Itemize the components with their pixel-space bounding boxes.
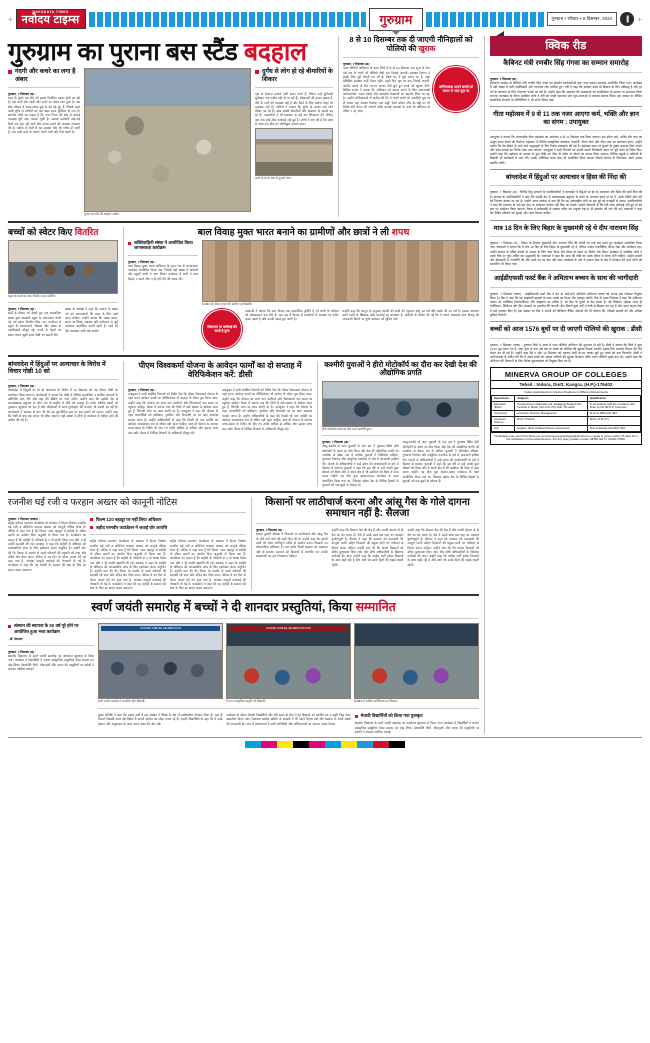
bottom-right-byline: गुरुग्राम, 7 दिसम्बर (अ) : [256,528,285,533]
rr-body-1: गुरुग्राम, 7 दिसम्बर (अ) : विभिन्न हिंदू संगठनों के पदाधिकारियों ने बांग्लादेश में हिंदुओं पर हो रहे अत्याचार और हिंसा की कड़ी निंदा की है। संगठन के पदाधिकारियों ने कहा कि पड़ोसी देश में अल्पसंख्यक समुदाय के लोगों पर लगातार हमले हो रहे हैं, उनके मंदिरों और घरों को निशाना बनाया जा रहा है। उन्होंने भारत सरकार से मांग की कि वह अंतरराष्ट्रीय मंचों पर इस मुद्दे को मजबूती से उठाए। पदाधिकारियों ने कहा कि मानवता के नाते इस तरह के अत्याचार बर्दाश्त नहीं किए जा सकते। उन्होंने चेतावनी दी कि यदि जल्द कार्रवाई नहीं हुई तो बड़े स्तर पर आंदोलन किया जाएगा। बैठक में सर्वसम्मति से प्रस्ताव पारित कर संयुक्त राष्ट्र से भी हस्तक्षेप की मांग की गई। वक्ताओं ने कहा कि पीड़ित परिवारों को सुरक्षा और न्याय मिलना चाहिए। [490,190,642,216]
ad-cell-subjects-0: Perspectives in Education-02; Pedagogy Subjects-06; Lecturer in Music, Fine Arts, Phy. Edu. (01 each) [515,401,587,410]
divider-after-bottom-row [8,594,479,596]
lead-headline [8,40,333,65]
lead-photo-secondary [255,128,333,176]
gj-caption-0: स्वर्ण जयंती समारोह में सम्मानित होते विद्यार्थी। [98,699,146,704]
child-marriage-story [123,227,479,351]
edition-badge [369,8,422,31]
cm-bullet: शक्तिवाहिनी संस्था ने आयोजित किया जागरूकता कार्यक्रम [128,240,198,251]
divider-after-lead [8,221,479,223]
sweater-body-b: संस्था के अध्यक्ष ने कहा कि समाज के सक्षम वर्ग को जरूरतमंदों की मदद के लिए आगे आना चाहिए। उन्होंने बताया कि संस्था समय-समय पर शिक्षा, स्वास्थ्य और पर्यावरण से जुड़े कार्यक्रम आयोजित करती रहती है। आगे भी ऐसे कार्यक्रम जारी रखे जाएंगे। [65,307,118,333]
gj-headline [8,600,479,614]
decorative-bar-right [426,12,544,27]
mid-story-1-headline: पीएम विश्वकर्मा योजना के आवेदन फार्मों का दो सप्ताह में वेरिफिकेशन करें: डीसी [138,360,302,379]
gj-bullets-2 [355,713,479,718]
ad-cell-qualification-3: Post Graduate with NET/ SET [587,425,640,431]
table-row [492,416,641,425]
gj-left-col [8,623,94,734]
mid-story-2-body-cont: जम्मू-कश्मीर से आए युवाओं के एक दल ने गुरुग्राम स्थित हीरो मोटोकॉर्प के संयंत्र का दौरा किया और देश की औद्योगिक प्रगति को नजदीक से देखा। दल में शामिल युवाओं ने विनिर्माण प्रक्रिया, गुणवत्ता नियंत्रण और आधुनिक तकनीक के बारे में जानकारी हासिल की। कंपनी के अधिकारियों ने उन्हें संयंत्र की कार्यप्रणाली के बारे में विस्तार से बताया। युवाओं ने कहा कि इस दौरे से उन्हें काफी कुछ सीखने को मिला और वे अपने क्षेत्र में भी उद्यमिता की दिशा में काम करना चाहेंगे। यह दौरा युवा आदान-प्रदान कार्यक्रम के तहत आयोजित किया गया था, जिसका उद्देश्य देश के विभिन्न हिस्सों के युवाओं को एक-दूसरे से जोड़ना है। [402,440,480,483]
logo-english-text: NAVODAYA TIMES [32,10,69,15]
divider-rr-4 [490,321,642,322]
gj-body-c: कार्यक्रम के दौरान मेधावी विद्यार्थियों और लंबे समय से सेवा दे रहे शिक्षकों को प्रशस्ति पत्र व स्मृति चिह्न देकर सम्मानित किया गया। विद्यालय प्रबंधन समिति के सदस्यों ने भी अपने विचार रखे और संस्थान के भावी लक्ष्यों की जानकारी दी। अंत में प्रधानाचार्य ने सभी अतिथियों और अभिभावकों का आभार व्यक्त किया। [226,713,351,726]
crop-mark-left: + [8,14,13,24]
gj-photo-0 [98,623,223,699]
logo-hindi-text: नवोदय टाइम्स [21,13,80,26]
polio-story [338,36,479,217]
lead-photo-caption: पुराना बस स्टैंड की बदहाल तस्वीर। [84,212,120,216]
table-row [492,425,641,431]
page-mark-icon [620,12,634,26]
ad-subtitle: Tehsil : Indora, Distt. Kangra, (H.P.)-176402 [491,380,641,389]
ad-col-qualification: Qualification [587,395,640,401]
lead-headline-plain: गुरुग्राम का पुराना बस स्टैंड [8,38,244,66]
bottom-right-story [251,497,479,590]
gj-bullet-0: संस्थान की स्थापना के 50 वर्ष पूरे होने पर आयोजित हुआ भव्य कार्यक्रम [8,623,94,634]
lead-right-col [255,68,333,217]
ad-title: MINERVA GROUP OF COLLEGES [504,369,628,379]
sweater-photo [8,240,118,294]
gj-photo-2 [354,623,479,699]
cm-photo [202,240,479,302]
ad-cell-qualification-2: MCA / M.Sc (IT) [587,416,640,425]
bottom-left-body-c: शहीद परिवार कल्याण फाउंडेशन के संरक्षक ने फिल्म निर्माता रजनीश घई रजी व अभिनेता फरहान अख्तर को कानूनी नोटिस भेजा है। नोटिस में कहा गया है कि फिल्म '120 बहादुर' में शहीदों के जीवन प्रसंगों का उपयोग बिना अनुमति के किया गया है। फाउंडेशन का कहना है कि शहीदों के परिवारों से न तो संपर्क किया गया और न ही उनकी सहमति ली गई। संरक्षक ने कहा कि शहीदों के बलिदान को व्यावसायिक लाभ के लिए इस्तेमाल करना अनुचित है। उन्होंने मांग की कि फिल्म के प्रदर्शन से पहले परिवारों की सहमति ली जाए और उचित श्रेय दिया जाए। नोटिस में 15 दिन के भीतर जवाब देने को कहा गया है, अन्यथा कानूनी कार्रवाई की चेतावनी दी गई है। फाउंडेशन ने कहा कि वह शहीदों के सम्मान की रक्षा के लिए हर संभव कदम उठाएगा। [170,539,246,591]
gj-headline-red: सम्मानित [355,600,396,615]
cm-bullet-list [128,240,198,251]
bottom-right-body-b: उन्होंने कहा कि किसान देश की रीढ़ हैं और उनकी मेहनत से ही देश का पेट भरता है। ऐसे में उनके साथ इस तरह का व्यवहार दुर्भाग्यपूर्ण है। सैलजा ने कहा कि सरकार को एमएसपी की कानूनी गारंटी सहित किसानों की प्रमुख मांगों पर गंभीरता से विचार करना चाहिए। उन्होंने मांग की कि घायल किसानों को उचित मुआवजा दिया जाए और दोषी अधिकारियों के खिलाफ कार्रवाई की जाए। उन्होंने कहा कि कांग्रेस पार्टी हमेशा किसानों के साथ खड़ी रही है और आगे भी उनके हितों की लड़ाई लड़ती रहेगी। [331,528,404,567]
mid-story-0-body: बांग्लादेश में हिंदुओं पर हो रहे अत्याचार के विरोध में 10 दिसम्बर को एक विचार गोष्ठी का आयोजन किया जाएगा। आयोजकों ने बताया कि गोष्ठी में विभिन्न सामाजिक व धार्मिक संगठनों के प्रतिनिधि भाग लेंगे और वहां की स्थिति पर चर्चा करेंगे। उन्होंने कहा कि पड़ोसी देश में अल्पसंख्यक समुदाय के लोग भय के माहौल में जीने को मजबूर हैं। उनके धार्मिक स्थलों को नुकसान पहुंचाया जा रहा है और महिलाओं के साथ दुर्व्यवहार की घटनाएं भी सामने आ रही हैं। आयोजकों ने सरकार से मांग की कि वह कूटनीतिक स्तर पर इस मामले को उठाए। उन्होंने कहा कि गोष्ठी के बाद एक ज्ञापन भी सौंपा जाएगा। बड़ी संख्या में लोगों से कार्यक्रम में शामिल होने की अपील की गई है। [8,388,118,423]
bottom-left-headline: रजनीश घई रजी व फरहान अख्तर को कानूनी नोटिस [8,497,178,508]
mid-story-0-headline: बांग्लादेश में हिंदुओं पर अत्याचार के विरोध में विचार गोष्ठी 10 को [8,360,106,376]
gj-body-b: मुख्य अतिथि ने कहा कि पचास वर्षों में इस संस्थान ने शिक्षा के क्षेत्र में उल्लेखनीय योगदान दिया है। यहां से निकले विद्यार्थी आज देश-विदेश में अपनी प्रतिभा का लोहा मनवा रहे हैं। उन्होंने विद्यार्थियों से कहा कि वे कड़ी मेहनत और अनुशासन के साथ अपने लक्ष्य की ओर बढ़ें। [98,713,223,726]
quick-read-body: हरियाणा सरकार के कैबिनेट मंत्री रणबीर सिंह गंगवा का स्थानीय कार्यकर्ताओं द्वारा भव्य सम्मान समारोह आयोजित किया गया। कार्यक्रम में बड़ी संख्या में पार्टी पदाधिकारी और गणमान्य लोग शामिल हुए। मंत्री ने कहा कि सरकार प्रदेश के विकास के लिए प्रतिबद्ध है और हर वर्ग के कल्याण के लिए योजनाएं चलाई जा रही हैं। उन्होंने कहा कि आमजन की समस्याओं का प्राथमिकता के आधार पर समाधान किया जाएगा। कार्यक्रम के दौरान उपस्थित लोगों ने मंत्री को पगड़ी पहनाकर और फूल-मालाओं से लादकर स्वागत किया। इस अवसर पर विभिन्न सामाजिक संगठनों के प्रतिनिधियों ने भी अपने विचार रखे। [490,81,642,103]
divider-rr-0 [490,106,642,107]
lead-bullet-list-left [8,68,80,83]
divider-after-second-row [8,355,479,357]
lead-bullet-list-right [255,68,333,83]
rr-headline-0: गीता महोत्सव में 9 से 11 तक नजर आएगा कर्म, भक्ति और ज्ञान का संगम : उपायुक्त [493,111,639,126]
rr-headline-1: बांग्लादेश में हिंदुओं पर अत्याचार व हिंसा की निंदा की [505,173,627,181]
lead-row [8,36,479,217]
ad-cell-qualification-0: In accordance with the conditions laid down by NCTE/ H.P. University [587,401,640,410]
mid-story-1-byline: गुरुग्राम, 7 दिसम्बर (अ) : [128,388,157,393]
decorative-bar-left [89,12,367,27]
publication-logo [16,9,86,28]
gj-caption-2: कार्यक्रम में शामिल अतिथिगण एवं शिक्षक। [354,699,398,704]
ad-cell-department-1: Commerce [492,410,515,416]
divider-rr-2 [490,220,642,221]
dateline: गुरुग्राम • रविवार • 8 दिसम्बर, 2024 [547,12,618,26]
ad-cell-subjects-3: English, Hindi, Political Science, Economics [515,425,587,431]
sweater-story [8,227,118,351]
bottom-left-bullets [90,517,246,531]
polio-byline: गुरुग्राम, 7 दिसम्बर (अ) : [343,62,372,67]
gj-quote-attrib: - डॉ. देशपाल [8,636,23,641]
polio-headline-red: खुराक [418,43,436,53]
polio-stamp-text: अभिभावक अपने बच्चों को जरूर ले जाएं बूथ पर [438,84,474,94]
rr-headline-4: बच्चों को आज 1576 बूथों पर दी जाएगी पोलियो की खुराक : डीसी [490,326,642,334]
ad-cell-subjects-2: BCA / PGDCA [515,416,587,425]
divider-after-mid-row [8,491,479,493]
mid-story-0 [8,361,118,487]
ad-cell-department-2: Computer Science [492,416,515,425]
ad-cell-subjects-1: Accounts, Finance, Management [515,410,587,416]
quick-read-banner: क्विक रीड [490,36,642,56]
mid-story-1-body: उपायुक्त ने सभी संबंधित विभागों को निर्देश दिए कि पीएम विश्वकर्मा योजना के तहत प्राप्त आवेदन फार्मों का वेरिफिकेशन दो सप्ताह के भीतर पूरा किया जाए। उन्होंने कहा कि योजना का लाभ पात्र कारीगरों और शिल्पकारों तक समय पर पहुंचना चाहिए। बैठक में बताया गया कि जिले में बड़ी संख्या में आवेदन प्राप्त हुए हैं, जिनकी जांच का काम प्रगति पर है। उपायुक्त ने कहा कि योजना के तहत लाभार्थियों को प्रशिक्षण, टूलकिट और रियायती दर पर ऋण उपलब्ध कराया जाता है। उन्होंने अधिकारियों से कहा कि किसी भी पात्र व्यक्ति का आवेदन अनावश्यक रूप से लंबित नहीं रहना चाहिए। साथ ही योजना के व्यापक प्रचार-प्रसार के निर्देश भी दिए गए ताकि अधिक से अधिक लोग इसका लाभ उठा सकें। बैठक में विभिन्न विभागों के अधिकारी मौजूद रहे। [128,392,219,435]
cm-body-a: बाल विवाह मुक्त भारत अभियान के तहत गांव में जागरूकता कार्यक्रम आयोजित किया गया, जिसमें बड़ी संख्या में ग्रामीणों और स्कूली छात्रों ने भाग लिया। कार्यक्रम में सभी ने बाल विवाह न करने और न ही होने देने की शपथ ली। [128,263,198,281]
gj-bullets [8,623,94,634]
lead-body-right: यहां से रोजाना हजारों यात्री सफर करते हैं, लेकिन उन्हें बुनियादी सुविधाएं तक नसीब नहीं हो पा रही हैं। शौचालयों की हालत खस्ता है, पीने के पानी की व्यवस्था नहीं है और बैठने के लिए पर्याप्त जगह भी उपलब्ध नहीं है। यात्रियों ने बताया कि दुर्गंध के कारण कई लोग बीमार पड़ रहे हैं। सांस संबंधी बीमारियों और संक्रमण के मामले बढ़ रहे हैं। व्यापारियों ने भी प्रशासन से कई बार शिकायत की, लेकिन अब तक कोई ठोस कार्रवाई नहीं हुई है। लोगों ने मांग की है कि जल्द से जल्द बस स्टैंड का जीर्णोद्धार कराया जाए। [255,92,333,126]
masthead [8,6,642,32]
sweater-byline: गुरुग्राम, 7 दिसम्बर (अ) : [8,307,37,312]
table-row [492,401,641,410]
quick-read-headline: कैबिनट मंत्री रणबीर सिंह गंगवा का सम्मान समारोह [503,60,629,67]
ad-col-department: Department [492,395,515,401]
bottom-right-headline: किसानों पर लाठीचार्ज करना और आंसू गैस के गोले दागना समाधान नहीं है: सैलजा [265,497,470,520]
gj-banner-0: GOLDEN JUBILEE CELEBRATION [101,626,220,631]
cm-body-b: वक्ताओं ने बताया कि बाल विवाह एक सामाजिक कुरीति है जो बच्चों के भविष्य को अंधकारमय बना देती है। कम उम्र में विवाह से लड़कियों के स्वास्थ्य पर गंभीर असर पड़ता है और उनकी पढ़ाई छूट जाती है। [245,308,339,322]
page-mark-glyph: ||| [626,15,629,23]
cm-byline: गुरुग्राम, 7 दिसम्बर (अ) : [128,259,157,264]
mid-row [8,361,479,487]
gj-photo-1 [226,623,351,699]
sweater-body-a: सर्दी के मौसम को देखते हुए एक सामाजिक संस्था द्वारा सरकारी स्कूल के जरूरतमंद बच्चों को गर्म स्वेटर वितरित किए गए। कार्यक्रम में स्कूल के प्रधानाचार्य, शिक्षक और संस्था के पदाधिकारी मौजूद रहे। बच्चों के चेहरों पर स्वेटर पाकर खुशी साफ देखी जा सकती थी। [8,311,61,337]
quick-read-byline: गुरुग्राम, 7 दिसम्बर (अ) : [490,77,519,82]
sweater-headline-red: वितरित [74,226,99,237]
cm-stamp-text: शिकायत पर कार्रवाई की जाती है तुरंत [207,324,237,333]
mid-story-2-body: जम्मू-कश्मीर से आए युवाओं के एक दल ने गुरुग्राम स्थित हीरो मोटोकॉर्प के संयंत्र का दौरा किया और देश की औद्योगिक प्रगति को नजदीक से देखा। दल में शामिल युवाओं ने विनिर्माण प्रक्रिया, गुणवत्ता नियंत्रण और आधुनिक तकनीक के बारे में जानकारी हासिल की। कंपनी के अधिकारियों ने उन्हें संयंत्र की कार्यप्रणाली के बारे में विस्तार से बताया। युवाओं ने कहा कि इस दौरे से उन्हें काफी कुछ सीखने को मिला और वे अपने क्षेत्र में भी उद्यमिता की दिशा में काम करना चाहेंगे। यह दौरा युवा आदान-प्रदान कार्यक्रम के तहत आयोजित किया गया था, जिसका उद्देश्य देश के विभिन्न हिस्सों के युवाओं को एक-दूसरे से जोड़ना है। [322,444,399,487]
bottom-right-body-a: सांसद कुमारी सैलजा ने किसानों पर लाठीचार्ज और आंसू गैस के गोले दागे जाने की कड़ी निंदा की है। उन्होंने कहा कि अपनी मांगों को लेकर शांतिपूर्ण तरीके से प्रदर्शन करना किसानों का लोकतांत्रिक अधिकार है। बल प्रयोग किसी समस्या का समाधान नहीं हो सकता। सरकार को किसानों से बातचीत कर उनकी समस्याओं का हल निकालना चाहिए। [256,532,328,558]
golden-jubilee-story [8,600,479,734]
sweater-headline [8,227,118,237]
lead-story [8,36,333,217]
lead-headline-red: बदहाल [243,38,307,66]
second-row [8,227,479,351]
lead-body-left: शहर के पुराने बस स्टैंड की हालत दिनोंदिन बदतर होती जा रही है। यहां चारों ओर गंदगी और कचरे का अंबार लगा हुआ है। बस स्टैंड परिसर में जगह-जगह कूड़े के ढेर पड़े हुए हैं, जिनसे उठने वाली दुर्गंध से यात्रियों का यहां खड़ा रहना मुश्किल हो गया है। स्थानीय लोगों का कहना है कि नगर निगम की ओर से सफाई व्यवस्था पूरी तरह चरमरा चुकी है। सफाई कर्मचारी कई-कई दिनों तक यहां नहीं आते और कचरा उठाने की व्यवस्था नाममात्र की है। बारिश के दिनों में यह समस्या और भी गंभीर हो जाती है, जब पानी भरने के कारण गंदगी चारों ओर फैल जाती है। [8,96,80,135]
divider-rr-3 [490,270,642,271]
cm-callout-stamp [202,309,242,349]
rr-body-4: गुरुग्राम, 7 दिसम्बर (भाषा) : गुरुग्राम जिले में आज से पल्स पोलियो अभियान की शुरुआत हो रही है। डीसी ने बताया कि जिले में कुल 1576 बूथ बनाए गए हैं, जहां शून्य से पांच वर्ष तक के बच्चों को पोलियो की खुराक पिलाई जाएगी। इसके लिए स्वास्थ्य विभाग की टीमें तैनात कर दी गई हैं। उन्होंने कहा कि 9 और 10 दिसम्बर को स्वास्थ्य कर्मी घर-घर जाकर छूटे हुए बच्चों को दवा पिलाएंगे। डीसी ने अभिभावकों से अपील की कि वे अपने बच्चों को अवश्य पोलियो की खुराक दिलवाएं ताकि भारत पोलियो मुक्त बना रहे। उन्होंने कहा कि अभियान की निगरानी के लिए विशेष सुपरवाइजर भी नियुक्त किए गए हैं। [490,342,642,364]
crop-mark-right: + [637,14,642,24]
cm-body-c: उन्होंने कहा कि कानून के अनुसार लड़की की शादी की न्यूनतम आयु 18 वर्ष और लड़के की 21 वर्ष है। इसका उल्लंघन करने वालों के खिलाफ कड़ी कार्रवाई का प्रावधान है। ग्रामीणों से अपील की गई कि वे अपने आसपास बाल विवाह की जानकारी मिलने पर तुरंत प्रशासन को सूचित करें। [342,308,479,322]
gj-body-a: स्थानीय विद्यालय के स्वर्ण जयंती समारोह का आयोजन धूमधाम से किया गया। कार्यक्रम में विद्यार्थियों ने रंगारंग सांस्कृतिक प्रस्तुतियां देकर सबका मन मोह लिया। देशभक्ति गीतों, लोकनृत्यों और नाटक की प्रस्तुतियों पर दर्शकों ने जमकर तालियां बजाईं। [8,653,94,671]
lead-bullet-right: दुर्गंध से लोग हो रहे बीमारियों के शिकार [255,68,333,83]
ad-table [491,395,641,432]
page-footer-rule [8,737,642,738]
sweater-photo-caption: स्कूल के बच्चों को स्वेटर वितरित करते अतिथि। [8,293,56,298]
rr-body-3: गुरुग्राम, 7 दिसम्बर (भाषा) : आईडीएफसी फर्स्ट बैंक ने देश के जाने-माने अभिनेता अमिताभ बच्चन को अपना ब्रांड एंबेसडर नियुक्त किया है। बैंक ने कहा कि यह साझेदारी ग्राहकों के साथ भरोसे का रिश्ता और मजबूत करेगी। बैंक के प्रबंध निदेशक ने कहा कि अमिताभ बच्चन का व्यक्तित्व विश्वसनीयता और उत्कृष्टता का प्रतीक है, जो बैंक के मूल्यों से मेल खाता है। नई विज्ञापन शृंखला जल्द ही टेलीविजन, डिजिटल और प्रिंट माध्यमों पर प्रसारित की जाएगी। बैंक पिछले कुछ वर्षों में तेजी से विस्तार कर रहा है और उसने ग्राहक सेवा में कई नवाचार किए हैं। इस अवसर पर बैंक ने अपनी नई डिजिटल बैंकिंग सेवाओं की भी घोषणा की, जिससे ग्राहकों को और अधिक सुविधा मिलेगी। [490,291,642,317]
rr-body-0: उपायुक्त ने बताया कि अंतरराष्ट्रीय गीता महोत्सव का आयोजन 9 से 11 दिसम्बर तक किया जाएगा। इस दौरान कर्म, भक्ति और ज्ञान का अद्भुत संगम देखने को मिलेगा। महोत्सव में विभिन्न सांस्कृतिक कार्यक्रम, प्रदर्शनी, शिल्प मेला और गीता पाठ का आयोजन होगा। उन्होंने बताया कि देश-विदेश से आने वाले श्रद्धालुओं के लिए विशेष व्यवस्थाएं की गई हैं। महोत्सव स्थल पर सुरक्षा के पुख्ता इंतजाम किए जाएंगे और साफ-सफाई का विशेष ध्यान रखा जाएगा। उपायुक्त ने सभी विभागों को अपनी-अपनी जिम्मेदारी समय पर पूरी करने के निर्देश दिए। उन्होंने कहा कि महोत्सव के माध्यम से युवा पीढ़ी को गीता के संदेश से जोड़ने का प्रयास किया जाएगा। विभिन्न स्कूलों व कॉलेजों के विद्यार्थी भी कार्यक्रमों में भाग लेंगे। इसके अतिरिक्त सरस मेला भी आयोजित किया जाएगा जिसमें देशभर के शिल्पकार अपने उत्पाद प्रदर्शित करेंगे। [490,135,642,165]
edition-badge-text: गुरुग्राम [379,12,413,27]
mid-story-2-photo [322,381,479,427]
lead-photo-wrap [84,68,251,217]
ad-cell-qualification-1: M.Com/ MBA with NET [587,410,640,416]
polio-headline-plain: 8 से 10 दिसम्बर तक दी जाएगी नौनिहालों को पोलियो की [349,35,473,53]
bottom-left-bullet-0: फिल्म 120 बहादुर पर नहीं लिया अधिकार [90,517,246,522]
rr-headline-2: मात्र 18 दिन के लिए बिहार के मुख्यमंत्री रहे थे दीप नारायण सिंह [493,224,639,232]
gj-body-d: स्थानीय विद्यालय के स्वर्ण जयंती समारोह का आयोजन धूमधाम से किया गया। कार्यक्रम में विद्यार्थियों ने रंगारंग सांस्कृतिक प्रस्तुतियां देकर सबका मन मोह लिया। देशभक्ति गीतों, लोकनृत्यों और नाटक की प्रस्तुतियों पर दर्शकों ने जमकर तालियां बजाईं। [354,721,479,734]
ad-invite-line: Invites Applications for Various Positions in Different Departments [524,389,608,394]
cm-photo-caption: कार्यक्रम के दौरान शपथ लेते ग्रामीण एवं विद्यार्थी। [202,302,253,307]
polio-body: पल्स पोलियो अभियान के तहत जिले में 8 से 10 दिसम्बर तक शून्य से पांच वर्ष तक के बच्चों को पोलियो रोधी दवा पिलाई जाएगी। स्वास्थ्य विभाग ने इसके लिए पूरी तैयारी कर ली है। जिले भर में बूथ बनाए गए हैं, जहां प्रशिक्षित स्वास्थ्य कर्मी तैनात रहेंगे। पहले दिन बूथ पर दवा पिलाई जाएगी, जबकि अगले दो दिन घर-घर जाकर टीमें छूटे हुए बच्चों को खुराक देंगी। सिविल सर्जन ने बताया कि अभियान को सफल बनाने के लिए आंगनबाड़ी कार्यकर्ताओं, आशा वर्कर्स और स्वयंसेवी संस्थाओं का सहयोग लिया जा रहा है। उन्होंने अभिभावकों से अपील की कि वे अपने बच्चों को नजदीकी बूथ पर ले जाकर दवा अवश्य पिलाएं। बस अड्डों, रेलवे स्टेशन और ईंट-भट्ठों पर भी विशेष टीमें तैनात की जाएंगी ताकि प्रवासी आबादी के बच्चे भी अभियान से वंचित न रह जाएं। [343,66,430,114]
polio-headline [343,36,479,53]
gj-caption-1: मंच पर सांस्कृतिक प्रस्तुति देते विद्यार्थी। [226,699,266,704]
lead-bullet-left: गंदगी और कचरे का लगा है अंबार [8,68,80,83]
mid-story-2 [317,361,479,487]
cm-headline-red: शपथ [391,225,410,237]
bottom-left-bullet-1: शहीद परमवीर फाउंडेशन ने जताई घोर आपत्ति [90,525,246,530]
gj-byline: गुरुग्राम, 7 दिसम्बर (अ) : [8,649,37,654]
child-marriage-headline [128,227,479,238]
mid-story-2-photo-caption: हीरो मोटोकॉर्प संयंत्र का दौरा करते कश्मीरी युवा। [322,426,372,431]
bottom-left-body-b: शहीद परिवार कल्याण फाउंडेशन के संरक्षक ने फिल्म निर्माता रजनीश घई रजी व अभिनेता फरहान अख्तर को कानूनी नोटिस भेजा है। नोटिस में कहा गया है कि फिल्म '120 बहादुर' में शहीदों के जीवन प्रसंगों का उपयोग बिना अनुमति के किया गया है। फाउंडेशन का कहना है कि शहीदों के परिवारों से न तो संपर्क किया गया और न ही उनकी सहमति ली गई। संरक्षक ने कहा कि शहीदों के बलिदान को व्यावसायिक लाभ के लिए इस्तेमाल करना अनुचित है। उन्होंने मांग की कि फिल्म के प्रदर्शन से पहले परिवारों की सहमति ली जाए और उचित श्रेय दिया जाए। नोटिस में 15 दिन के भीतर जवाब देने को कहा गया है, अन्यथा कानूनी कार्रवाई की चेतावनी दी गई है। फाउंडेशन ने कहा कि वह शहीदों के सम्मान की रक्षा के लिए हर संभव कदम उठाएगा। [90,539,166,591]
mid-story-2-byline: गुरुग्राम, 7 दिसम्बर (अ) : [322,440,351,445]
sweater-headline-plain: बच्चों को स्वेटर किए [8,226,75,237]
rr-body-2: गुरुग्राम, 7 दिसम्बर (अ) : बिहार के दिवंगत मुख्यमंत्री दीप नारायण सिंह की जयंती पर उन्हें याद करते हुए कार्यक्रम आयोजित किया गया। वक्ताओं ने बताया कि वे मात्र 18 दिन के लिए बिहार के मुख्यमंत्री रहे थे, लेकिन उनका राजनीतिक जीवन लंबा और संघर्षमय रहा। उन्होंने समाज के वंचित तबकों के उत्थान के लिए काम किया और शिक्षा के प्रसार पर विशेष जोर दिया। कार्यक्रम में उपस्थित लोगों ने उनके चित्र पर पुष्प अर्पित कर श्रद्धांजलि दी। वक्ताओं ने कहा कि आज की पीढ़ी को उनके जीवन से प्रेरणा लेनी चाहिए। उन्होंने सादगी और ईमानदारी से राजनीति की और कभी पद का मोह नहीं रखा। कार्यक्रम के अंत में समाज सेवा के क्षेत्र में योगदान देने वाले लोगों को सम्मानित भी किया गया। [490,241,642,267]
ad-cell-department-3: Arts [492,425,515,431]
ad-footer: Candidates may send their Resumes at minervagroupofcolleges@gmail.com or apply in person within 15 days from the publication of this advertisement. For any query please contact: 98150-42173, 94181-37808. [491,432,641,444]
rr-headline-3: आईडीएफसी फर्स्ट बैंक ने अमिताभ बच्चन के साथ की भागीदारी [494,275,638,283]
bottom-left-byline: गुरुग्राम, 7 दिसम्बर (संवाद) : [8,516,40,521]
right-rail [484,36,642,734]
lead-photo [84,68,251,212]
ad-cell-department-0: Education (B.Ed.) [492,401,515,410]
main-content [8,36,479,734]
ad-col-subjects: Subjects [515,395,587,401]
gj-banner-1: GOLDEN JUBILEE CELEBRATION DAY [229,626,348,631]
bottom-left-body: शहीद परिवार कल्याण फाउंडेशन के संरक्षक ने फिल्म निर्माता रजनीश घई रजी व अभिनेता फरहान अख्तर को कानूनी नोटिस भेजा है। नोटिस में कहा गया है कि फिल्म '120 बहादुर' में शहीदों के जीवन प्रसंगों का उपयोग बिना अनुमति के किया गया है। फाउंडेशन का कहना है कि शहीदों के परिवारों से न तो संपर्क किया गया और न ही उनकी सहमति ली गई। संरक्षक ने कहा कि शहीदों के बलिदान को व्यावसायिक लाभ के लिए इस्तेमाल करना अनुचित है। उन्होंने मांग की कि फिल्म के प्रदर्शन से पहले परिवारों की सहमति ली जाए और उचित श्रेय दिया जाए। नोटिस में 15 दिन के भीतर जवाब देने को कहा गया है, अन्यथा कानूनी कार्रवाई की चेतावनी दी गई है। फाउंडेशन ने कहा कि वह शहीदों के सम्मान की रक्षा के लिए हर संभव कदम उठाएगा। [8,520,86,572]
bottom-row [8,497,479,590]
mid-story-1-body-cont: उपायुक्त ने सभी संबंधित विभागों को निर्देश दिए कि पीएम विश्वकर्मा योजना के तहत प्राप्त आवेदन फार्मों का वेरिफिकेशन दो सप्ताह के भीतर पूरा किया जाए। उन्होंने कहा कि योजना का लाभ पात्र कारीगरों और शिल्पकारों तक समय पर पहुंचना चाहिए। बैठक में बताया गया कि जिले में बड़ी संख्या में आवेदन प्राप्त हुए हैं, जिनकी जांच का काम प्रगति पर है। उपायुक्त ने कहा कि योजना के तहत लाभार्थियों को प्रशिक्षण, टूलकिट और रियायती दर पर ऋण उपलब्ध कराया जाता है। उन्होंने अधिकारियों से कहा कि किसी भी पात्र व्यक्ति का आवेदन अनावश्यक रूप से लंबित नहीं रहना चाहिए। साथ ही योजना के व्यापक प्रचार-प्रसार के निर्देश भी दिए गए ताकि अधिक से अधिक लोग इसका लाभ उठा सकें। बैठक में विभिन्न विभागों के अधिकारी मौजूद रहे। [222,388,313,431]
gj-headline-plain: स्वर्ण जयंती समारोह में बच्चों ने दी शानदार प्रस्तुतियां, किया [91,600,356,615]
quick-read-section [490,36,642,56]
mid-story-0-byline: गुरुग्राम, 7 दिसम्बर (अ) : [8,384,37,389]
cm-headline-plain: बाल विवाह मुक्त भारत बनाने का ग्रामीणों और छात्रों ने ली [197,225,392,237]
lead-byline: गुरुग्राम, 7 दिसम्बर (अ) : [8,92,37,97]
cmyk-registration-bar [245,741,405,748]
lead-photo2-caption: कचरे के ढेर के पास से गुजरते लोग। [255,176,292,181]
gj-bullet-1: मेधावी विद्यार्थियों को किया गया पुरस्कृत [355,713,479,718]
gj-photo-strip [98,623,479,734]
bottom-left-story [8,497,246,590]
divider-rr-1 [490,169,642,170]
mid-story-1 [123,361,312,487]
lead-left-col [8,68,80,217]
bottom-right-body-c: उन्होंने कहा कि किसान देश की रीढ़ हैं और उनकी मेहनत से ही देश का पेट भरता है। ऐसे में उनके साथ इस तरह का व्यवहार दुर्भाग्यपूर्ण है। सैलजा ने कहा कि सरकार को एमएसपी की कानूनी गारंटी सहित किसानों की प्रमुख मांगों पर गंभीरता से विचार करना चाहिए। उन्होंने मांग की कि घायल किसानों को उचित मुआवजा दिया जाए और दोषी अधिकारियों के खिलाफ कार्रवाई की जाए। उन्होंने कहा कि कांग्रेस पार्टी हमेशा किसानों के साथ खड़ी रही है और आगे भी उनके हितों की लड़ाई लड़ती रहेगी। [407,528,480,567]
mid-story-2-headline: कश्मीरी युवाओं ने हीरो मोटोकॉर्प का दौरा कर देखी देश की औद्योगिक प्रगति [324,359,477,378]
classified-ad [490,367,642,445]
